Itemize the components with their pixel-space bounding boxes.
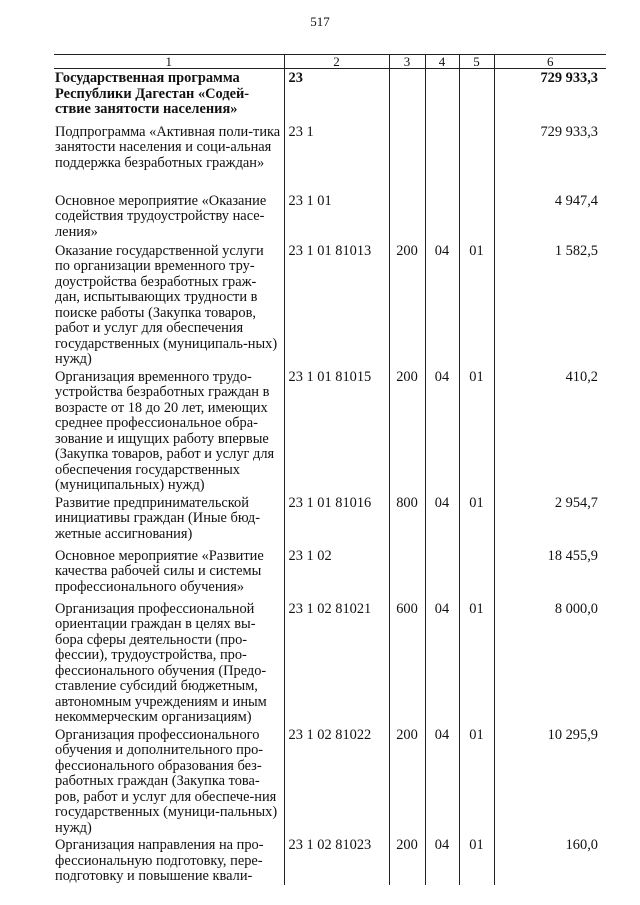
amount: 729 933,3: [494, 123, 606, 192]
column-header: 6: [494, 55, 606, 69]
item-name: Организация временного трудо-устройства безработных граждан в возрасте от 18 до 20 лет, имеющих среднее профессиональное обра-зование и ищущих работу впервые (Закупка товаров, работ и услуг для обеспечения государственных (муниципальных) нужд): [55, 368, 275, 493]
subsection: 01: [459, 494, 494, 547]
expense-type: [389, 192, 425, 242]
section: 04: [425, 242, 459, 368]
item-name: Организация профессиональной ориентации граждан в целях вы-бора сферы деятельности (про-фессии), трудоустройства, про-фессионального обучения (Предо-ставление субсидий бюджетным, автономным учреждениям и иным некоммерческим организациям): [55, 600, 267, 725]
target-code: 23 1 02 81022: [284, 726, 389, 837]
subsection: 01: [459, 726, 494, 837]
target-code: 23 1: [284, 123, 389, 192]
item-name: Оказание государственной услуги по организации временного тру-доустройства безработных граж-дан, испытывающих трудности в поиске работы (Закупка товаров, работ и услуг для обеспечения государственных (муниципаль-ных) нужд): [55, 242, 278, 367]
amount: 8 000,0: [494, 600, 606, 726]
target-code: 23 1 01: [284, 192, 389, 242]
item-name: Основное мероприятие «Оказание содействия трудоустройству насе-ления»: [55, 192, 267, 240]
table-row: [54, 123, 606, 192]
subsection: 01: [459, 368, 494, 494]
section: 04: [425, 836, 459, 885]
target-code: 23 1 02: [284, 547, 389, 600]
item-name: Развитие предпринимательской инициативы граждан (Иные бюд-жетные ассигнования): [55, 494, 261, 542]
column-header: 4: [425, 55, 459, 69]
section: 04: [425, 368, 459, 494]
section: 04: [425, 726, 459, 837]
section: [425, 547, 459, 600]
section: [425, 192, 459, 242]
amount: 410,2: [494, 368, 606, 494]
header-row: [54, 55, 606, 69]
section: [425, 69, 459, 123]
target-code: 23 1 02 81023: [284, 836, 389, 885]
expense-type: 200: [389, 368, 425, 494]
budget-table: [54, 54, 606, 885]
item-name: Организация направления на про-фессиональную подготовку, пере-подготовку и повышение квали-: [55, 837, 264, 884]
page-number: 517: [310, 14, 330, 29]
amount: 729 933,3: [494, 69, 606, 123]
expense-type: [389, 69, 425, 123]
expense-type: 200: [389, 726, 425, 837]
table-row: [54, 836, 606, 885]
target-code: 23: [284, 69, 389, 123]
expense-type: [389, 547, 425, 600]
table-row: [54, 726, 606, 837]
amount: 2 954,7: [494, 494, 606, 547]
subsection: [459, 192, 494, 242]
table-row: [54, 547, 606, 600]
amount: 10 295,9: [494, 726, 606, 837]
table-row: [54, 242, 606, 368]
target-code: 23 1 02 81021: [284, 600, 389, 726]
subsection: [459, 69, 494, 123]
target-code: 23 1 01 81016: [284, 494, 389, 547]
expense-type: 200: [389, 836, 425, 885]
column-header: 5: [459, 55, 494, 69]
table-row: [54, 494, 606, 547]
subsection: [459, 547, 494, 600]
table-row: [54, 69, 606, 123]
amount: 160,0: [494, 836, 606, 885]
column-header: 3: [389, 55, 425, 69]
section: 04: [425, 600, 459, 726]
item-name: Основное мероприятие «Развитие качества рабочей силы и системы профессионального обучения»: [55, 547, 264, 595]
subsection: 01: [459, 836, 494, 885]
subsection: [459, 123, 494, 192]
target-code: 23 1 01 81013: [284, 242, 389, 368]
expense-type: 800: [389, 494, 425, 547]
amount: 18 455,9: [494, 547, 606, 600]
column-header: 1: [54, 55, 284, 69]
amount: 1 582,5: [494, 242, 606, 368]
column-header: 2: [284, 55, 389, 69]
item-name: Подпрограмма «Активная поли-тика занятости населения и соци-альная поддержка безработных граждан»: [55, 123, 281, 171]
section: 04: [425, 494, 459, 547]
item-name: Организация профессионального обучения и дополнительного про-фессионального образования без-работных граждан (Закупка това-ров, работ и услуг для обеспече-ния государственных (муници-пальных) нужд): [55, 726, 278, 836]
subsection: 01: [459, 242, 494, 368]
expense-type: 600: [389, 600, 425, 726]
target-code: 23 1 01 81015: [284, 368, 389, 494]
item-name: Государственная программа Республики Дагестан «Содей-ствие занятости населения»: [55, 70, 250, 117]
expense-type: 200: [389, 242, 425, 368]
amount: 4 947,4: [494, 192, 606, 242]
table-row: [54, 368, 606, 494]
subsection: 01: [459, 600, 494, 726]
section: [425, 123, 459, 192]
expense-type: [389, 123, 425, 192]
table-row: [54, 192, 606, 242]
table-row: [54, 600, 606, 726]
